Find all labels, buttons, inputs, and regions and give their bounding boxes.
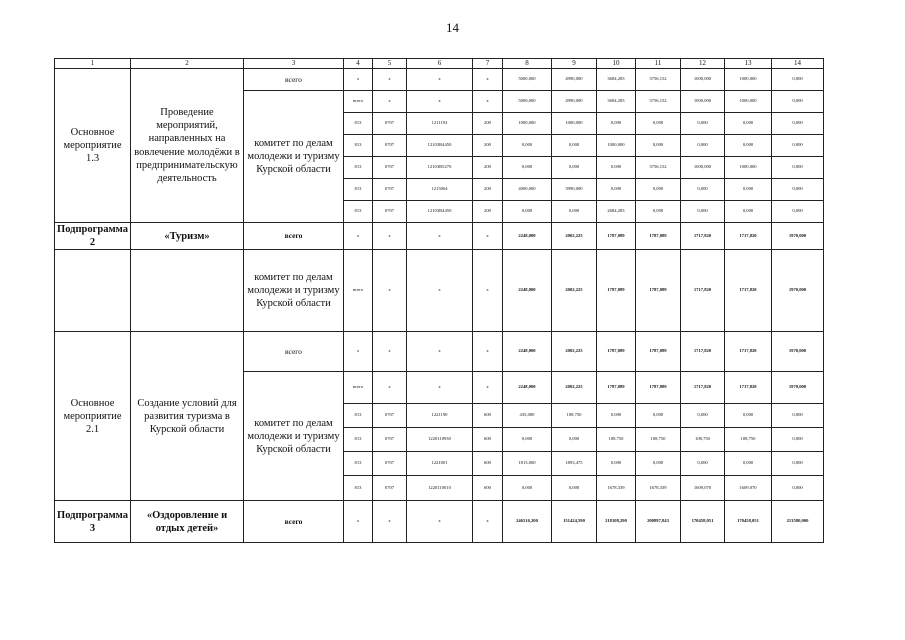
cell: 0,000 [772,476,824,501]
cell: 3684,283 [597,69,636,91]
cell: х [473,91,503,113]
cell: 0,000 [597,452,636,476]
cell: 0707 [373,201,407,223]
cell: 0,000 [772,201,824,223]
cell: 12103R4450 [407,201,473,223]
cell: 1000,000 [552,113,597,135]
cell: 1717,820 [725,372,772,404]
cell: 0,000 [772,135,824,157]
cell: всего [244,223,344,250]
cell: 0707 [373,157,407,179]
sp2-executor: комитет по делам молодежи и туризму Курской области [244,250,344,332]
cell: 0,000 [503,157,552,179]
cell: 213580,000 [772,501,824,543]
cell: 0,000 [772,69,824,91]
m21-label: Основное мероприятие 2.1 [55,332,131,501]
cell: всего [344,250,373,332]
cell: х [373,223,407,250]
cell: 0,000 [772,452,824,476]
cell: х [407,501,473,543]
cell: х [373,332,407,372]
cell: 3684,283 [597,91,636,113]
budget-table [54,58,824,543]
header-cell: 8 [503,59,552,69]
cell: 1787,089 [636,372,681,404]
cell: 1678,339 [597,476,636,501]
cell: 0,000 [725,179,772,201]
cell: 1000,000 [681,91,725,113]
cell: х [373,69,407,91]
cell: 1717,820 [725,332,772,372]
cell: х [473,332,503,372]
cell: 170458,051 [681,501,725,543]
cell: 2002,225 [552,332,597,372]
cell: 813 [344,476,373,501]
cell: 2248,000 [503,250,552,332]
cell: х [407,332,473,372]
cell: 12103R4450 [407,135,473,157]
cell: 108,750 [725,428,772,452]
cell: 0,000 [597,404,636,428]
cell: 0,000 [681,113,725,135]
cell: х [473,501,503,543]
cell: 1787,089 [636,223,681,250]
cell: 12103R5270 [407,157,473,179]
sp2-name: «Туризм» [131,223,244,250]
cell: 0,000 [503,476,552,501]
cell: 3990,000 [552,179,597,201]
m21-executor: комитет по делам молодежи и туризму Курской области [244,372,344,501]
cell: 151424,590 [552,501,597,543]
cell: 0,000 [552,135,597,157]
cell: 813 [344,157,373,179]
cell: 3756,152 [636,69,681,91]
cell: 1609,070 [725,476,772,501]
cell: 1813,000 [503,452,552,476]
cell: 0,000 [772,404,824,428]
header-cell: 6 [407,59,473,69]
cell: 1970,000 [772,223,824,250]
cell: х [407,91,473,113]
cell: х [373,501,407,543]
cell: 0,000 [552,201,597,223]
m21-name: Создание условий для развития туризма в Курской области [131,332,244,501]
cell: 813 [344,135,373,157]
cell: 0,000 [552,476,597,501]
cell: 1215064 [407,179,473,201]
header-cell: 10 [597,59,636,69]
header-cell: 12 [681,59,725,69]
cell: 2002,225 [552,372,597,404]
cell: 1000,000 [725,91,772,113]
cell: 0,000 [636,452,681,476]
cell: 218108,290 [597,501,636,543]
cell: х [373,250,407,332]
m13-executor: комитет по делам молодежи и туризму Курской области [244,91,344,223]
cell: 0707 [373,452,407,476]
cell: 0,000 [681,135,725,157]
cell: 1221001 [407,452,473,476]
cell: 0707 [373,179,407,201]
cell: 0707 [373,428,407,452]
cell: 2002,225 [552,250,597,332]
cell: 200 [473,201,503,223]
cell: 1220110930 [407,428,473,452]
cell: 1000,000 [725,69,772,91]
cell: 200 [473,157,503,179]
header-cell: 14 [772,59,824,69]
cell: 1678,339 [636,476,681,501]
cell: 1717,820 [725,250,772,332]
cell: х [473,69,503,91]
cell: х [407,372,473,404]
cell: 0,000 [772,179,824,201]
header-cell: 1 [55,59,131,69]
cell: 4000,000 [503,179,552,201]
cell: 600 [473,428,503,452]
cell: 1787,089 [636,332,681,372]
header-cell: 7 [473,59,503,69]
cell: 0,000 [772,157,824,179]
cell: 1717,820 [681,250,725,332]
cell: 4990,000 [552,91,597,113]
cell: х [407,69,473,91]
cell: 0707 [373,404,407,428]
cell: х [473,223,503,250]
cell: 0,000 [636,113,681,135]
cell: 0,000 [636,201,681,223]
sp2-label: Подпрограмма 2 [55,223,131,250]
m13-total-label: всего [244,69,344,91]
cell [131,250,244,332]
cell: 0,000 [772,91,824,113]
cell: 2248,000 [503,332,552,372]
cell: 2248,000 [503,223,552,250]
cell [55,250,131,332]
header-cell: 13 [725,59,772,69]
cell: 0,000 [772,428,824,452]
m13-name: Проведение мероприятий, направленных на вовлечение молодёжи в предпринимательскую деятельность [131,69,244,223]
cell: 200 [473,179,503,201]
cell: 4990,000 [552,69,597,91]
cell: 0,000 [725,452,772,476]
cell: 1787,089 [597,332,636,372]
header-cell: 3 [244,59,344,69]
cell: 813 [344,404,373,428]
cell: х [344,501,373,543]
cell: 813 [344,201,373,223]
cell: всего [244,501,344,543]
cell: 2002,225 [552,223,597,250]
cell: 1000,000 [681,157,725,179]
cell: 0,000 [725,404,772,428]
cell: 1000,000 [597,135,636,157]
header-cell: 9 [552,59,597,69]
cell: 813 [344,452,373,476]
cell: х [373,372,407,404]
cell: 108,750 [636,428,681,452]
sp3-name: «Оздоровление и отдых детей» [131,501,244,543]
cell: х [344,69,373,91]
cell: 0,000 [503,428,552,452]
cell: 0,000 [681,201,725,223]
cell: х [373,91,407,113]
cell: 0707 [373,476,407,501]
cell: 246516,200 [503,501,552,543]
cell: 5000,000 [503,69,552,91]
cell: всего [244,332,344,372]
cell: 0,000 [681,452,725,476]
cell: 0,000 [597,179,636,201]
cell: 0,000 [681,404,725,428]
cell: 1609,070 [681,476,725,501]
cell: 200 [473,113,503,135]
cell: 108,750 [597,428,636,452]
cell: 1717,820 [681,332,725,372]
cell: 108,750 [552,404,597,428]
cell: 0707 [373,135,407,157]
cell: 1787,089 [636,250,681,332]
cell: х [344,223,373,250]
cell: 1970,000 [772,332,824,372]
cell: 1221190 [407,404,473,428]
cell: 813 [344,428,373,452]
cell: 200897,843 [636,501,681,543]
cell: 0,000 [503,135,552,157]
cell: 0,000 [636,404,681,428]
cell: х [473,250,503,332]
cell: 0,000 [725,201,772,223]
cell: 0,000 [725,135,772,157]
cell: 1717,820 [725,223,772,250]
m13-label: Основное мероприятие 1.3 [55,69,131,223]
cell: 1787,089 [597,223,636,250]
cell: 0,000 [772,113,824,135]
cell: 1211192 [407,113,473,135]
cell: 2684,283 [597,201,636,223]
sp3-label: Подпрограмма 3 [55,501,131,543]
cell: 3756,152 [636,91,681,113]
cell: 1717,820 [681,372,725,404]
cell: 2248,000 [503,372,552,404]
cell: 0,000 [681,179,725,201]
header-row [55,59,824,69]
header-cell: 2 [131,59,244,69]
cell: 0,000 [552,428,597,452]
cell: 0,000 [597,157,636,179]
cell: всего [344,372,373,404]
cell: 0,000 [636,179,681,201]
m13-total-row [55,69,824,91]
cell: 1717,820 [681,223,725,250]
cell: 1000,000 [503,113,552,135]
cell: 1000,000 [725,157,772,179]
cell: 813 [344,113,373,135]
cell: 1787,089 [597,372,636,404]
cell: 0,000 [725,113,772,135]
cell: 435,000 [503,404,552,428]
cell: х [344,332,373,372]
cell: 813 [344,179,373,201]
cell: 0707 [373,113,407,135]
sp2-total-row [55,223,824,250]
cell: 3756,152 [636,157,681,179]
cell: 600 [473,404,503,428]
cell: 170458,051 [725,501,772,543]
m21-total-row [55,332,824,372]
cell: 1970,000 [772,250,824,332]
cell: 108,750 [681,428,725,452]
header-cell: 5 [373,59,407,69]
cell: 200 [473,135,503,157]
cell: 1893,475 [552,452,597,476]
cell: 1970,000 [772,372,824,404]
cell: 0,000 [503,201,552,223]
cell: 1220110010 [407,476,473,501]
page-number: 14 [446,20,459,35]
cell: 1787,089 [597,250,636,332]
header-cell: 4 [344,59,373,69]
cell: 0,000 [636,135,681,157]
cell: 0,000 [597,113,636,135]
cell: х [407,223,473,250]
sp2-exec-row [55,250,824,332]
cell: всего [344,91,373,113]
header-cell: 11 [636,59,681,69]
cell: 5000,000 [503,91,552,113]
cell: 600 [473,452,503,476]
cell: х [473,372,503,404]
cell: 600 [473,476,503,501]
sp3-total-row [55,501,824,543]
cell: 0,000 [552,157,597,179]
cell: х [407,250,473,332]
cell: 1000,000 [681,69,725,91]
